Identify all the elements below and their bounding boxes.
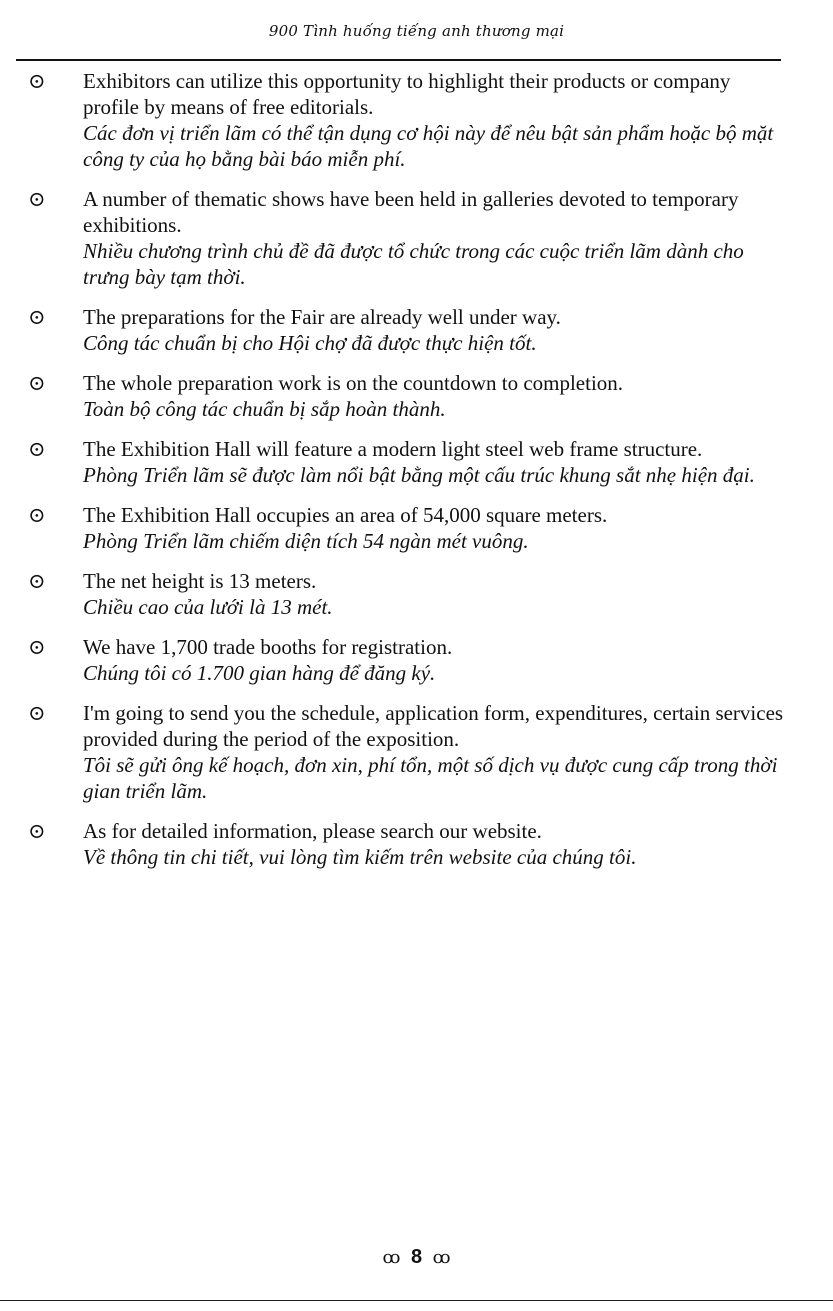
english-sentence: We have 1,700 trade booths for registration. <box>83 635 453 659</box>
bullet-icon: ⊙ <box>28 437 46 461</box>
page-footer <box>0 1246 833 1269</box>
list-item <box>25 818 785 870</box>
vietnamese-translation: Tôi sẽ gửi ông kế hoạch, đơn xin, phí tổn, một số dịch vụ được cung cấp trong thời gian triển lãm. <box>83 753 778 803</box>
ornament-right-icon: ꝏ <box>432 1247 451 1267</box>
phrase-list <box>25 68 785 884</box>
english-sentence: Exhibitors can utilize this opportunity to highlight their products or company profile by means of free editorials. <box>83 69 731 119</box>
list-item <box>25 304 785 356</box>
vietnamese-translation: Toàn bộ công tác chuẩn bị sắp hoàn thành. <box>83 397 446 421</box>
vietnamese-translation: Nhiều chương trình chủ đề đã được tổ chức trong các cuộc triển lãm dành cho trưng bày tạm thời. <box>83 239 744 289</box>
vietnamese-translation: Phòng Triển lãm sẽ được làm nổi bật bằng một cấu trúc khung sắt nhẹ hiện đại. <box>83 463 755 487</box>
list-item <box>25 68 785 172</box>
bullet-icon: ⊙ <box>28 305 46 329</box>
bullet-icon: ⊙ <box>28 635 46 659</box>
list-item <box>25 700 785 804</box>
bullet-icon: ⊙ <box>28 819 46 843</box>
bullet-icon: ⊙ <box>28 69 46 93</box>
page-header: 900 Tình huống tiếng anh thương mại <box>268 22 565 40</box>
vietnamese-translation: Chúng tôi có 1.700 gian hàng để đăng ký. <box>83 661 436 685</box>
bullet-icon: ⊙ <box>28 371 46 395</box>
english-sentence: I'm going to send you the schedule, application form, expenditures, certain services provided during the period of the exposition. <box>83 701 784 751</box>
english-sentence: The whole preparation work is on the countdown to completion. <box>83 371 624 395</box>
list-item <box>25 186 785 290</box>
bullet-icon: ⊙ <box>28 569 46 593</box>
page-edge-rule <box>0 1300 833 1301</box>
list-item <box>25 634 785 686</box>
bullet-icon: ⊙ <box>28 503 46 527</box>
vietnamese-translation: Các đơn vị triển lãm có thể tận dụng cơ hội này để nêu bật sản phẩm hoặc bộ mặt công ty của họ bằng bài báo miễn phí. <box>83 121 774 171</box>
vietnamese-translation: Về thông tin chi tiết, vui lòng tìm kiếm trên website của chúng tôi. <box>83 845 637 869</box>
bullet-icon: ⊙ <box>28 187 46 211</box>
english-sentence: The Exhibition Hall occupies an area of 54,000 square meters. <box>83 503 608 527</box>
english-sentence: The preparations for the Fair are already well under way. <box>83 305 561 329</box>
list-item <box>25 436 785 488</box>
english-sentence: The Exhibition Hall will feature a modern light steel web frame structure. <box>83 437 703 461</box>
bullet-icon: ⊙ <box>28 701 46 725</box>
list-item <box>25 502 785 554</box>
header-rule <box>16 59 781 61</box>
list-item <box>25 370 785 422</box>
page-number: 8 <box>410 1246 423 1268</box>
vietnamese-translation: Chiều cao của lưới là 13 mét. <box>83 595 333 619</box>
english-sentence: As for detailed information, please search our website. <box>83 819 542 843</box>
ornament-left-icon: ꝏ <box>382 1247 401 1267</box>
english-sentence: A number of thematic shows have been held in galleries devoted to temporary exhibitions. <box>83 187 739 237</box>
vietnamese-translation: Công tác chuẩn bị cho Hội chợ đã được thực hiện tốt. <box>83 331 537 355</box>
vietnamese-translation: Phòng Triển lãm chiếm diện tích 54 ngàn mét vuông. <box>83 529 529 553</box>
list-item <box>25 568 785 620</box>
english-sentence: The net height is 13 meters. <box>83 569 317 593</box>
